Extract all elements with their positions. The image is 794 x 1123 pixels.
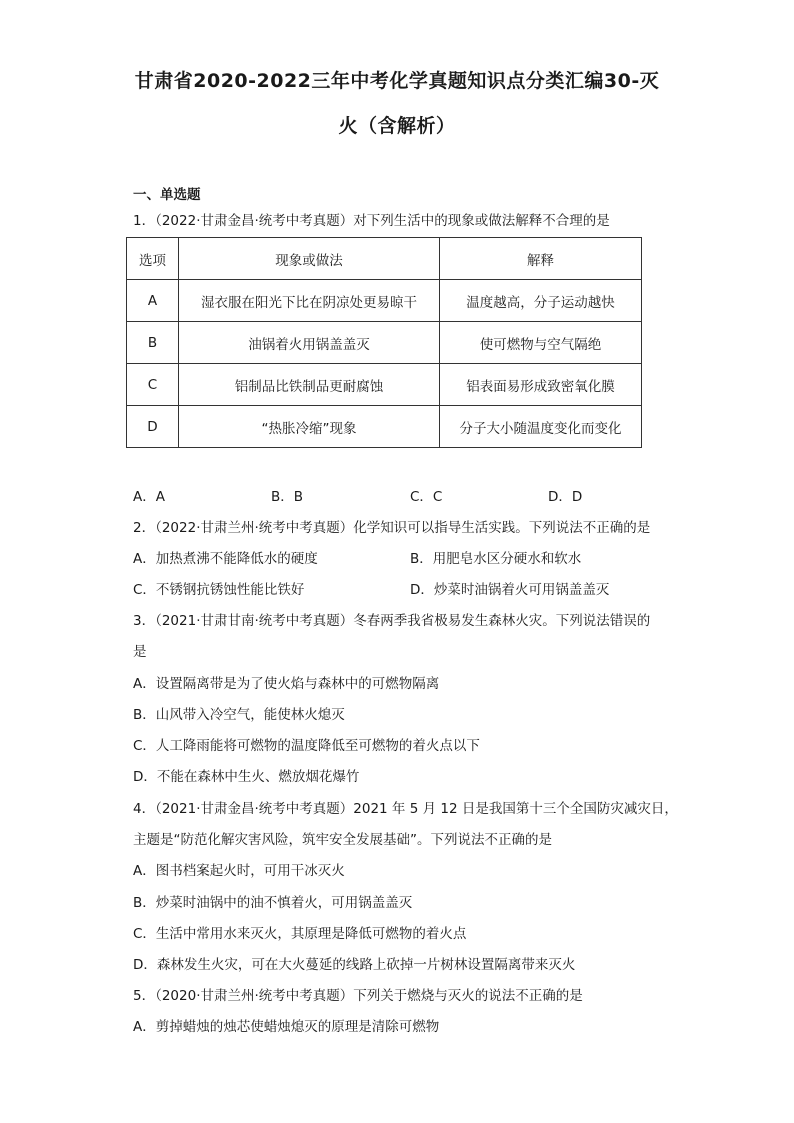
document-title-line-2: 火（含解析） <box>338 115 456 137</box>
table-row <box>127 280 642 322</box>
question-4-option-b: B．炒菜时油锅中的油不慎着火，可用锅盖盖灭 <box>133 895 413 911</box>
table-cell: A <box>127 280 179 322</box>
question-2-stem: 2．（2022·甘肃兰州·统考中考真题）化学知识可以指导生活实践。下列说法不正确的是 <box>133 520 651 536</box>
table-row <box>127 322 642 364</box>
table-cell: 铝表面易形成致密氧化膜 <box>440 364 642 406</box>
question-3-option-c: C．人工降雨能将可燃物的温度降低至可燃物的着火点以下 <box>133 738 480 754</box>
question-5-option-a: A．剪掉蜡烛的烛芯使蜡烛熄灭的原理是清除可燃物 <box>133 1019 440 1035</box>
question-1-option-a: A．A <box>133 489 165 505</box>
document-title-line-1: 甘肃省2020-2022三年中考化学真题知识点分类汇编30-灭 <box>134 70 660 92</box>
question-4-option-a: A．图书档案起火时，可用干冰灭火 <box>133 863 345 879</box>
table-header-cell: 解释 <box>440 238 642 280</box>
question-1-table <box>126 237 642 448</box>
question-1-option-d: D．D <box>548 489 583 505</box>
question-2-option-c: C．不锈钢抗锈蚀性能比铁好 <box>133 582 305 598</box>
question-1-option-c: C．C <box>410 489 443 505</box>
table-cell: 油锅着火用锅盖盖灭 <box>179 322 440 364</box>
table-cell: D <box>127 406 179 448</box>
question-3-option-a: A．设置隔离带是为了使火焰与森林中的可燃物隔离 <box>133 676 440 692</box>
table-cell: 温度越高，分子运动越快 <box>440 280 642 322</box>
table-header-row <box>127 238 642 280</box>
table-cell: 使可燃物与空气隔绝 <box>440 322 642 364</box>
question-3-stem-continued: 是 <box>133 644 147 660</box>
question-4-option-c: C．生活中常用水来灭火，其原理是降低可燃物的着火点 <box>133 926 467 942</box>
question-1-stem: 1．（2022·甘肃金昌·统考中考真题）对下列生活中的现象或做法解释不合理的是 <box>133 213 610 229</box>
question-3-option-d: D．不能在森林中生火、燃放烟花爆竹 <box>133 769 360 785</box>
question-5-stem: 5．（2020·甘肃兰州·统考中考真题）下列关于燃烧与灭火的说法不正确的是 <box>133 988 583 1004</box>
table-cell: C <box>127 364 179 406</box>
section-heading: 一、单选题 <box>133 187 201 203</box>
question-3-stem: 3．（2021·甘肃甘南·统考中考真题）冬春两季我省极易发生森林火灾。下列说法错误的 <box>133 613 651 629</box>
question-2-option-b: B．用肥皂水区分硬水和软水 <box>410 551 582 567</box>
question-2-option-a: A．加热煮沸不能降低水的硬度 <box>133 551 318 567</box>
table-header-cell: 现象或做法 <box>179 238 440 280</box>
table-cell: 分子大小随温度变化而变化 <box>440 406 642 448</box>
table-header-cell: 选项 <box>127 238 179 280</box>
table-cell: 湿衣服在阳光下比在阴凉处更易晾干 <box>179 280 440 322</box>
table-row <box>127 364 642 406</box>
table-cell: 铝制品比铁制品更耐腐蚀 <box>179 364 440 406</box>
question-1-option-b: B．B <box>271 489 304 505</box>
question-4-option-d: D．森林发生火灾，可在大火蔓延的线路上砍掉一片树林设置隔离带来灭火 <box>133 957 576 973</box>
question-4-stem: 4．（2021·甘肃金昌·统考中考真题）2021 年 5 月 12 日是我国第十三个全国防灾减灾日， <box>133 801 678 817</box>
question-4-stem-continued: 主题是“防范化解灾害风险，筑牢安全发展基础”。下列说法不正确的是 <box>133 832 552 848</box>
table-cell: B <box>127 322 179 364</box>
question-3-option-b: B．山风带入冷空气，能使林火熄灭 <box>133 707 345 723</box>
table-row <box>127 406 642 448</box>
table-cell: “热胀冷缩”现象 <box>179 406 440 448</box>
question-2-option-d: D．炒菜时油锅着火可用锅盖盖灭 <box>410 582 610 598</box>
